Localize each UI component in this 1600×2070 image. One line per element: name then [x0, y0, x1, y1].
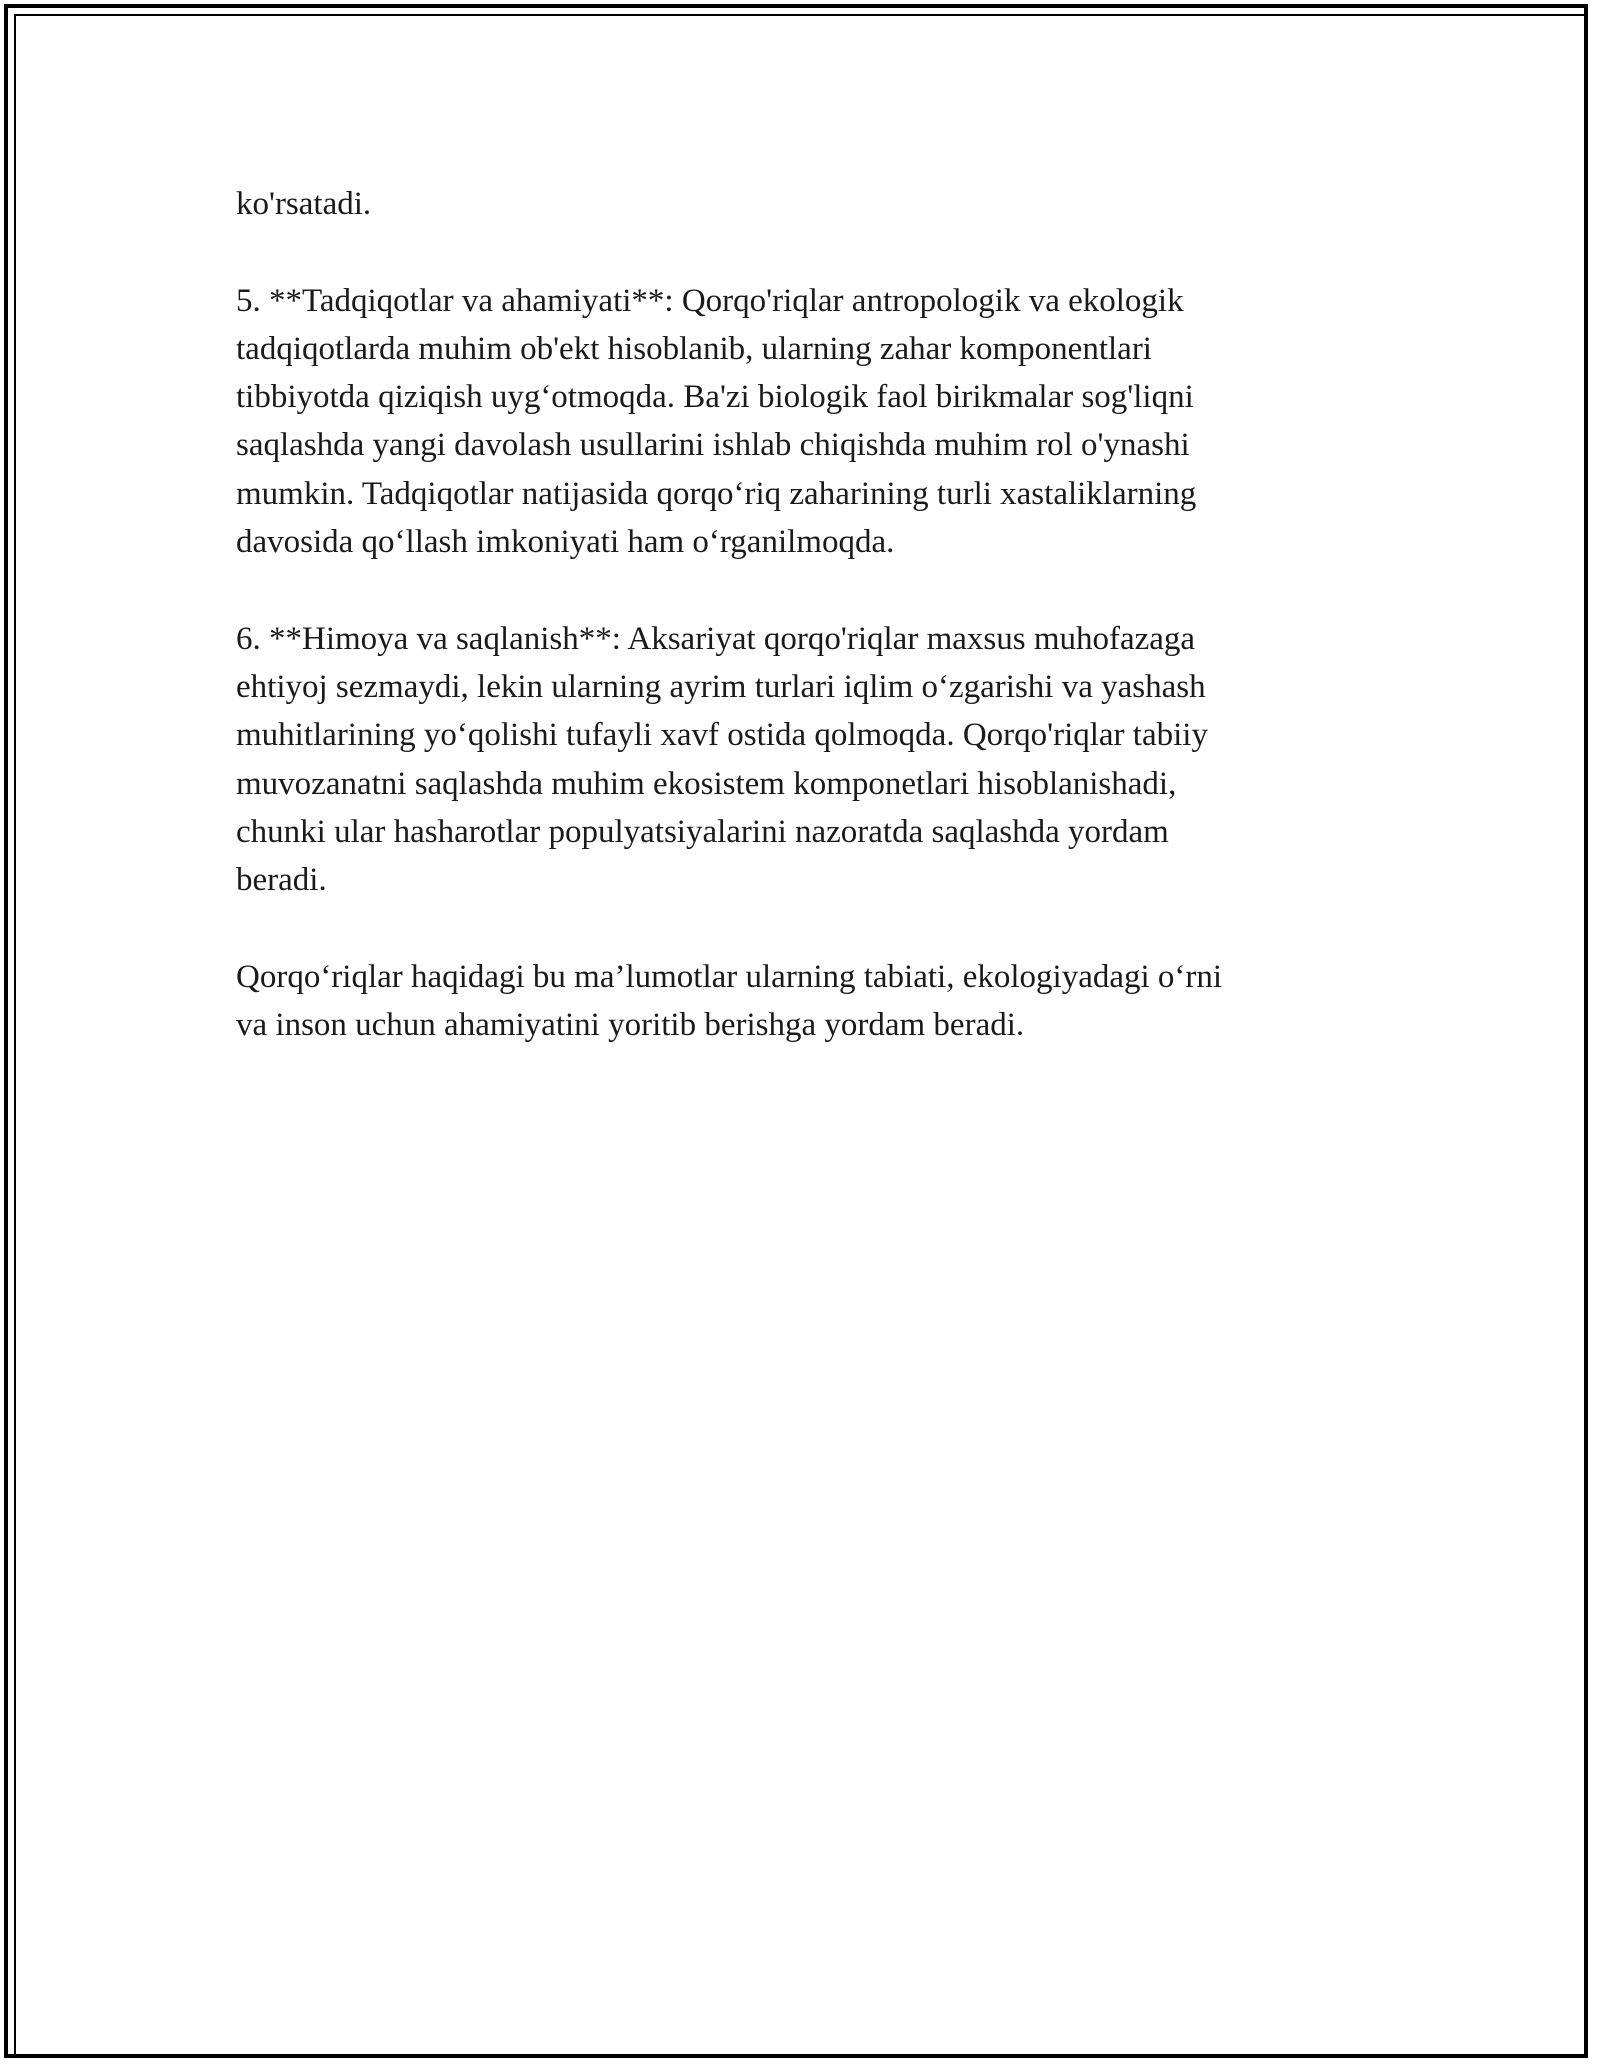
- paragraph-continuation: ko'rsatadi.: [236, 186, 372, 222]
- paragraph-research-significance: 5. **Tadqiqotlar va ahamiyati**: Qorqo'riqlar antropologik va ekologik tadqiqotlarda muhim ob'ekt hisoblanib, ularning zahar komponentlari tibbiyotda qiziqish uyg‘otmoqda. Ba'zi biologik faol birikmalar sog'liqni saqlashda yangi davolash usullarini ishlab chiqishda muhim rol o'ynashi mumkin. Tadqiqotlar natijasida qorqo‘riq zaharining turli xastaliklarning davosida qo‘llash imkoniyati ham o‘rganilmoqda.: [236, 282, 1197, 561]
- document-body: [236, 180, 1356, 1098]
- paragraph-conclusion: Qorqo‘riqlar haqidagi bu ma’lumotlar ularning tabiati, ekologiyadagi o‘rni va inson uchun ahamiyatini yoritib berishga yordam beradi.: [236, 958, 1223, 1044]
- paragraph-protection-conservation: 6. **Himoya va saqlanish**: Aksariyat qorqo'riqlar maxsus muhofazaga ehtiyoj sezmaydi, lekin ularning ayrim turlari iqlim o‘zgarishi va yashash muhitlarining yo‘qolishi tufayli xavf ostida qolmoqda. Qorqo'riqlar tabiiy muvozanatni saqlashda muhim ekosistem komponetlari hisoblanishadi, chunki ular hasharotlar populyatsiyalarini nazoratda saqlashda yordam beradi.: [236, 620, 1208, 899]
